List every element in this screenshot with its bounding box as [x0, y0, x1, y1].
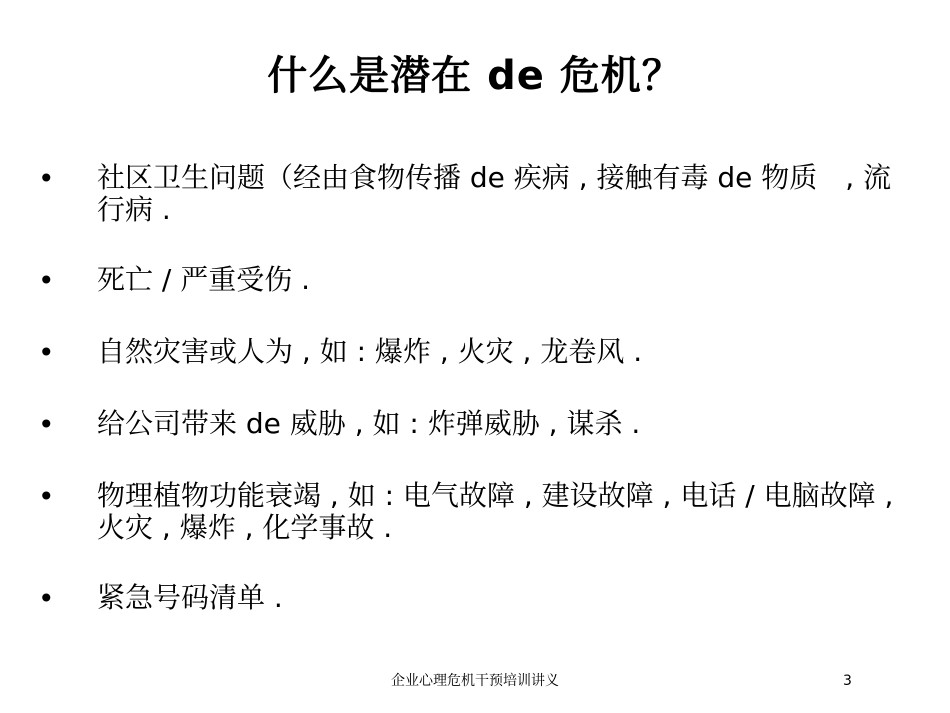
- bullet-icon: •: [38, 162, 55, 195]
- slide-footer: 企业心理危机干预培训讲义: [391, 673, 559, 689]
- bullet-text: 自然灾害或人为 , 如 : 爆炸 , 火灾 , 龙卷风 .: [97, 335, 643, 368]
- slide-title: 什么是潜在 de 危机？: [267, 53, 683, 99]
- bullet-icon: •: [38, 264, 55, 297]
- bullet-icon: •: [38, 336, 55, 369]
- bullet-icon: •: [38, 408, 55, 441]
- bullet-text: 社区卫生问题（经由食物传播 de 疾病 , 接触有毒 de 物质 , 流行病 .: [97, 161, 892, 226]
- bullet-text: 给公司带来 de 威胁 , 如 : 炸弹威胁 , 谋杀 .: [97, 407, 641, 440]
- bullet-text: 死亡 / 严重受伤 .: [97, 263, 311, 296]
- bullet-icon: •: [38, 582, 55, 615]
- bullet-text: 紧急号码清单 .: [97, 581, 283, 614]
- bullet-text: 物理植物功能衰竭 , 如 : 电气故障 , 建设故障 , 电话 / 电脑故障 , 火灾 , 爆炸 , 化学事故 .: [97, 479, 894, 544]
- page-number: 3: [843, 673, 852, 689]
- bullet-icon: •: [38, 480, 55, 513]
